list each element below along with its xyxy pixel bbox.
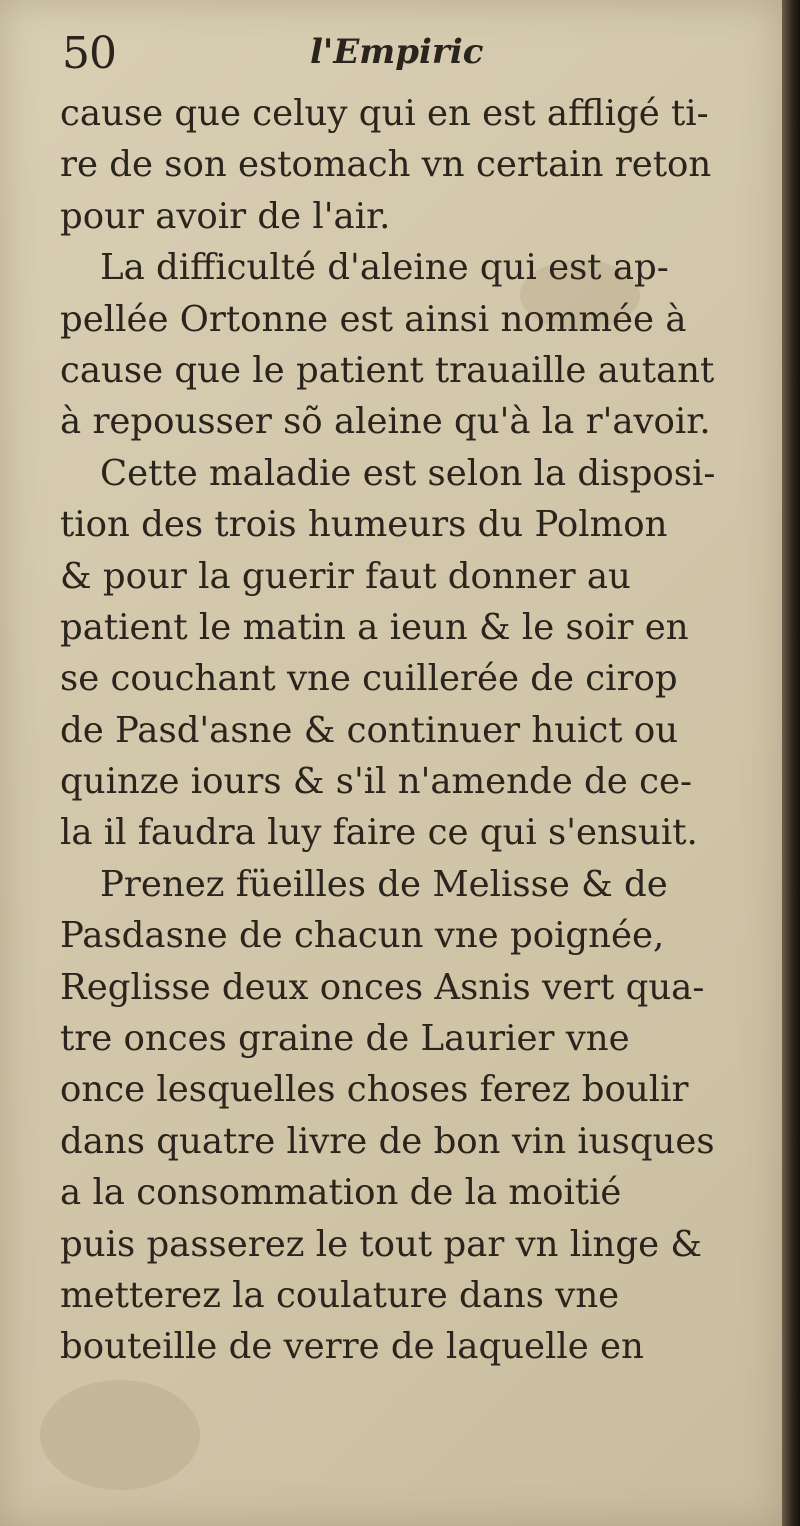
text-line: dans quatre livre de bon vin iusques — [60, 1120, 715, 1162]
page-edge-shadow — [782, 0, 800, 1526]
text-line: patient le matin a ieun & le soir en — [60, 606, 689, 648]
text-line: la il faudra luy faire ce qui s'ensuit. — [60, 812, 698, 854]
text-line: Reglisse deux onces Asnis vert qua- — [60, 966, 705, 1008]
text-line: bouteille de verre de laquelle en — [60, 1326, 644, 1368]
text-line: re de son estomach vn certain reton — [60, 144, 712, 186]
text-line: se couchant vne cuillerée de cirop — [60, 658, 678, 700]
text-line: cause que celuy qui en est affligé ti- — [60, 93, 709, 134]
text-line: Cette maladie est selon la disposi- — [100, 452, 716, 494]
body-text — [60, 88, 770, 1373]
text-line: once lesquelles choses ferez boulir — [60, 1069, 689, 1111]
text-line: & pour la guerir faut donner au — [60, 555, 631, 597]
text-line: cause que le patient trauaille autant — [60, 349, 715, 391]
text-line: tre onces graine de Laurier vne — [60, 1018, 630, 1060]
text-line: pour avoir de l'air. — [60, 195, 391, 237]
text-line: quinze iours & s'il n'amende de ce- — [60, 761, 692, 803]
text-line: Pasdasne de chacun vne poignée, — [60, 915, 665, 957]
text-line: a la consommation de la moitié — [60, 1172, 622, 1214]
running-head: l'Empiric — [310, 32, 484, 72]
page-header — [0, 18, 782, 88]
text-line: metterez la coulature dans vne — [60, 1274, 620, 1316]
text-line: de Pasd'asne & continuer huict ou — [60, 709, 679, 751]
page-number: 50 — [62, 28, 116, 79]
text-line: à repousser sõ aleine qu'à la r'avoir. — [60, 401, 711, 443]
text-line: Prenez füeilles de Melisse & de — [100, 863, 668, 905]
text-line: tion des trois humeurs du Polmon — [60, 504, 668, 546]
paper-stain — [40, 1380, 200, 1490]
text-line: puis passerez le tout par vn linge & — [60, 1223, 702, 1265]
text-line: pellée Ortonne est ainsi nommée à — [60, 298, 687, 340]
text-line: La difficulté d'aleine qui est ap- — [100, 247, 669, 289]
